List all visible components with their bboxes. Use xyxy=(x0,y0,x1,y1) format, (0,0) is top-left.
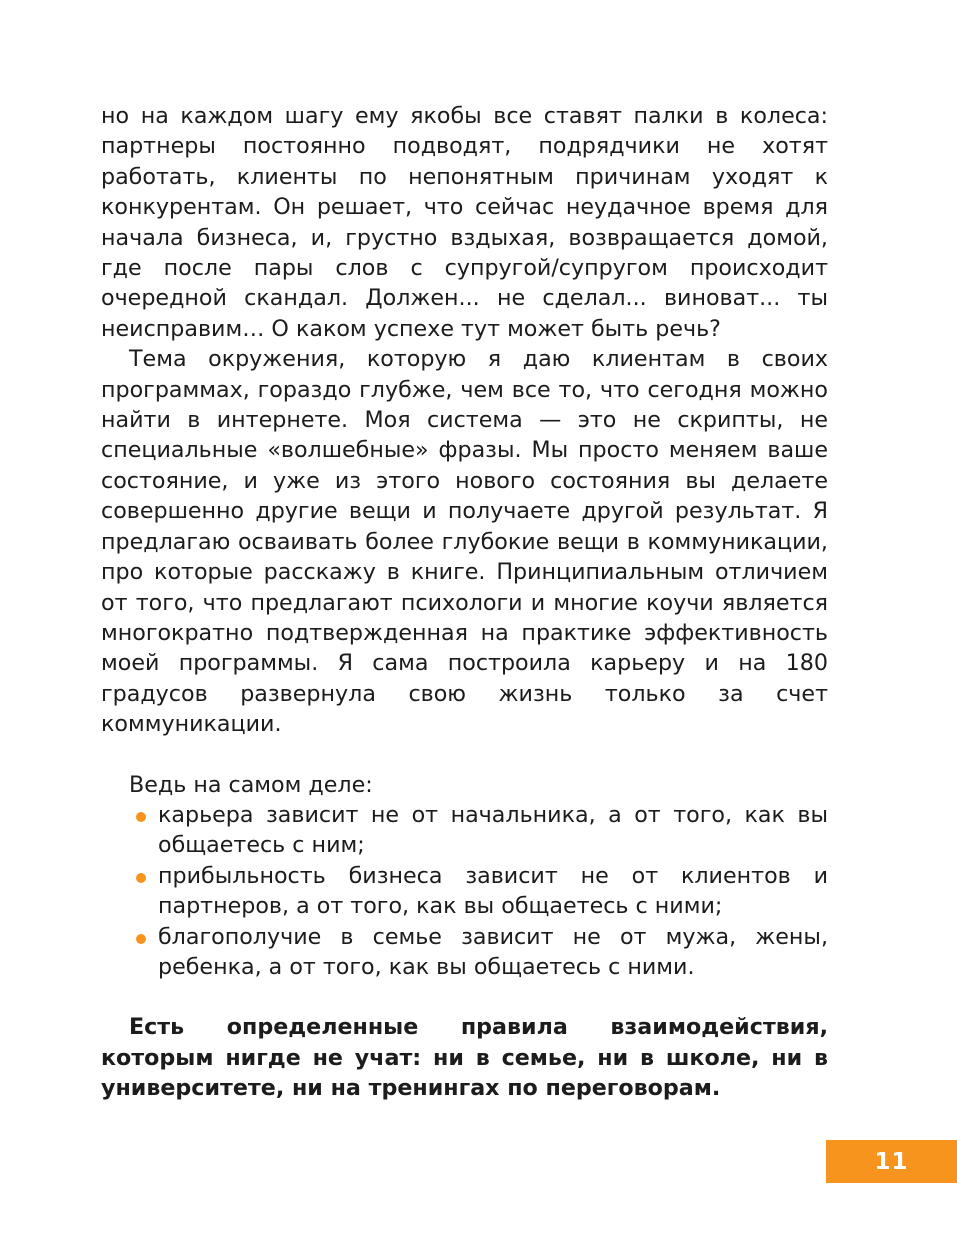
list-item-text: прибыльность бизнеса зависит не от клиентов и партнеров, а от того, как вы общаетесь с ними; xyxy=(158,862,828,920)
bullet-list xyxy=(101,800,828,982)
page-number: 11 xyxy=(874,1148,909,1175)
list-item xyxy=(101,800,828,861)
bullet-dot-icon xyxy=(136,873,146,883)
bullet-dot-icon xyxy=(136,934,146,944)
paragraph-environment-topic: Тема окружения, которую я даю клиентам в своих программах, гораздо глубже, чем все то, что сегодня можно найти в интернете. Моя система — это не скрипты, не специальные «волшебные» фразы. Мы просто меняем ваше состояние, и уже из этого нового состояния вы делаете совершенно другие вещи и получаете другой результат. Я предлагаю осваивать более глубокие вещи в коммуникации, про которые расскажу в книге. Принципиальным отличием от того, что предлагают психологи и многие коучи является многократно подтвержденная на практике эффективность моей программы. Я сама построила карьеру и на 180 градусов развернула свою жизнь только за счет коммуникации. xyxy=(101,346,828,738)
bullet-dot-icon xyxy=(136,812,146,822)
list-intro: Ведь на самом деле: xyxy=(129,771,373,798)
list-item-text: благополучие в семье зависит не от мужа, жены, ребенка, а от того, как вы общаетесь с ними. xyxy=(158,923,828,980)
emphasis-paragraph: Есть определенные правила взаимодействия, которым нигде не учат: ни в семье, ни в школе, ни в университете, ни на тренингах по переговорам. xyxy=(101,1014,828,1102)
page-body xyxy=(101,101,828,1104)
page-number-tab xyxy=(826,1140,957,1183)
list-item-text: карьера зависит не от начальника, а от того, как вы общаетесь с ним; xyxy=(158,801,828,859)
paragraph-continued: но на каждом шагу ему якобы все ставят палки в колеса: партнеры постоянно подводят, подрядчики не хотят работать, клиенты по непонятным причинам уходят к конкурентам. Он решает, что сейчас неудачное время для начала бизнеса, и, грустно вздыхая, возвращается домой, где после пары слов с супругой/супругом происходит очередной скандал. Должен... не сделал... виноват... ты неисправим… О каком успехе тут может быть речь? xyxy=(101,103,828,342)
list-item xyxy=(101,861,828,922)
list-item xyxy=(101,922,828,983)
